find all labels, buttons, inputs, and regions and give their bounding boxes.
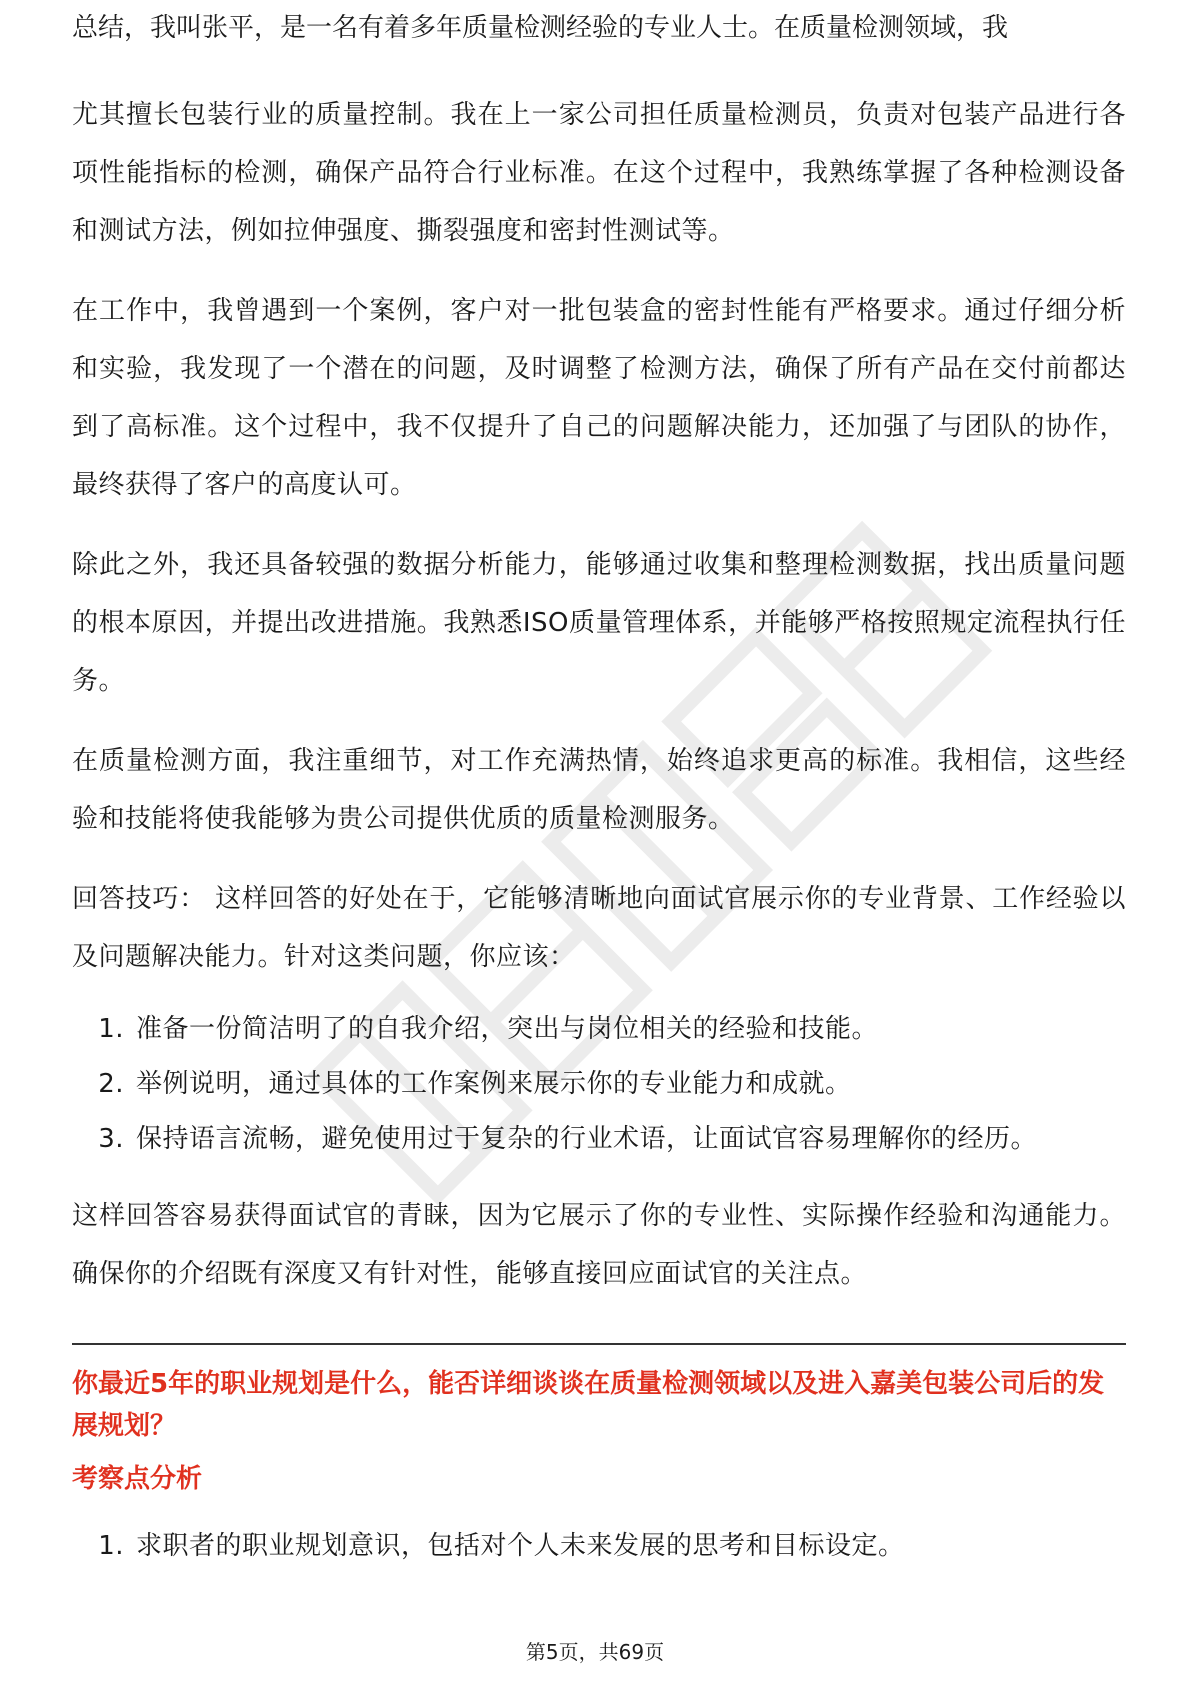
paragraph-tips: 回答技巧： 这样回答的好处在于，它能够清晰地向面试官展示你的专业背景、工作经验以及问题解决能力。针对这类问题，你应该： xyxy=(72,884,1126,972)
cut-off-text: 总结，我叫张平，是一名有着多年质量检测经验的专业人士。在质量检测领域，我 xyxy=(72,14,1009,42)
question-heading: 你最近5年的职业规划是什么，能否详细谈谈在质量检测领域以及进入嘉美包装公司后的发展规划？ xyxy=(72,1369,1105,1441)
list-item xyxy=(72,1112,1126,1167)
list-item xyxy=(72,1002,1126,1057)
list-item xyxy=(72,1519,1126,1574)
page-footer: 第5页，共69页 xyxy=(525,1640,665,1664)
section-divider xyxy=(72,1343,1126,1345)
analysis-list xyxy=(72,1519,1126,1574)
list-number: 3. xyxy=(98,1124,124,1154)
paragraph-summary: 这样回答容易获得面试官的青睐，因为它展示了你的专业性、实际操作经验和沟通能力。确保你的介绍既有深度又有针对性，能够直接回应面试官的关注点。 xyxy=(72,1201,1126,1289)
paragraph-case: 在工作中，我曾遇到一个案例，客户对一批包装盒的密封性能有严格要求。通过仔细分析和实验，我发现了一个潜在的问题，及时调整了检测方法，确保了所有产品在交付前都达到了高标准。这个过程中，我不仅提升了自己的问题解决能力，还加强了与团队的协作，最终获得了客户的高度认可。 xyxy=(72,296,1126,500)
paragraph-skills: 除此之外，我还具备较强的数据分析能力，能够通过收集和整理检测数据，找出质量问题的根本原因，并提出改进措施。我熟悉ISO质量管理体系，并能够严格按照规定流程执行任务。 xyxy=(72,550,1126,696)
document-body xyxy=(72,0,1126,1574)
paragraph-experience: 尤其擅长包装行业的质量控制。我在上一家公司担任质量检测员，负责对包装产品进行各项性能指标的检测，确保产品符合行业标准。在这个过程中，我熟练掌握了各种检测设备和测试方法，例如拉伸强度、撕裂强度和密封性测试等。 xyxy=(72,100,1126,246)
analysis-heading: 考察点分析 xyxy=(72,1464,203,1494)
list-text: 准备一份简洁明了的自我介绍，突出与岗位相关的经验和技能。 xyxy=(136,1014,879,1044)
list-text: 举例说明，通过具体的工作案例来展示你的专业能力和成就。 xyxy=(136,1069,852,1099)
list-number: 1. xyxy=(98,1014,124,1044)
cut-off-top-line xyxy=(72,14,1126,42)
list-text: 保持语言流畅，避免使用过于复杂的行业术语，让面试官容易理解你的经历。 xyxy=(136,1124,1038,1154)
list-text: 求职者的职业规划意识，包括对个人未来发展的思考和目标设定。 xyxy=(136,1531,905,1561)
tips-list xyxy=(72,1002,1126,1167)
list-item xyxy=(72,1057,1126,1112)
list-number: 1. xyxy=(98,1531,124,1561)
list-number: 2. xyxy=(98,1069,124,1099)
paragraph-closing: 在质量检测方面，我注重细节，对工作充满热情，始终追求更高的标准。我相信，这些经验和技能将使我能够为贵公司提供优质的质量检测服务。 xyxy=(72,746,1126,834)
